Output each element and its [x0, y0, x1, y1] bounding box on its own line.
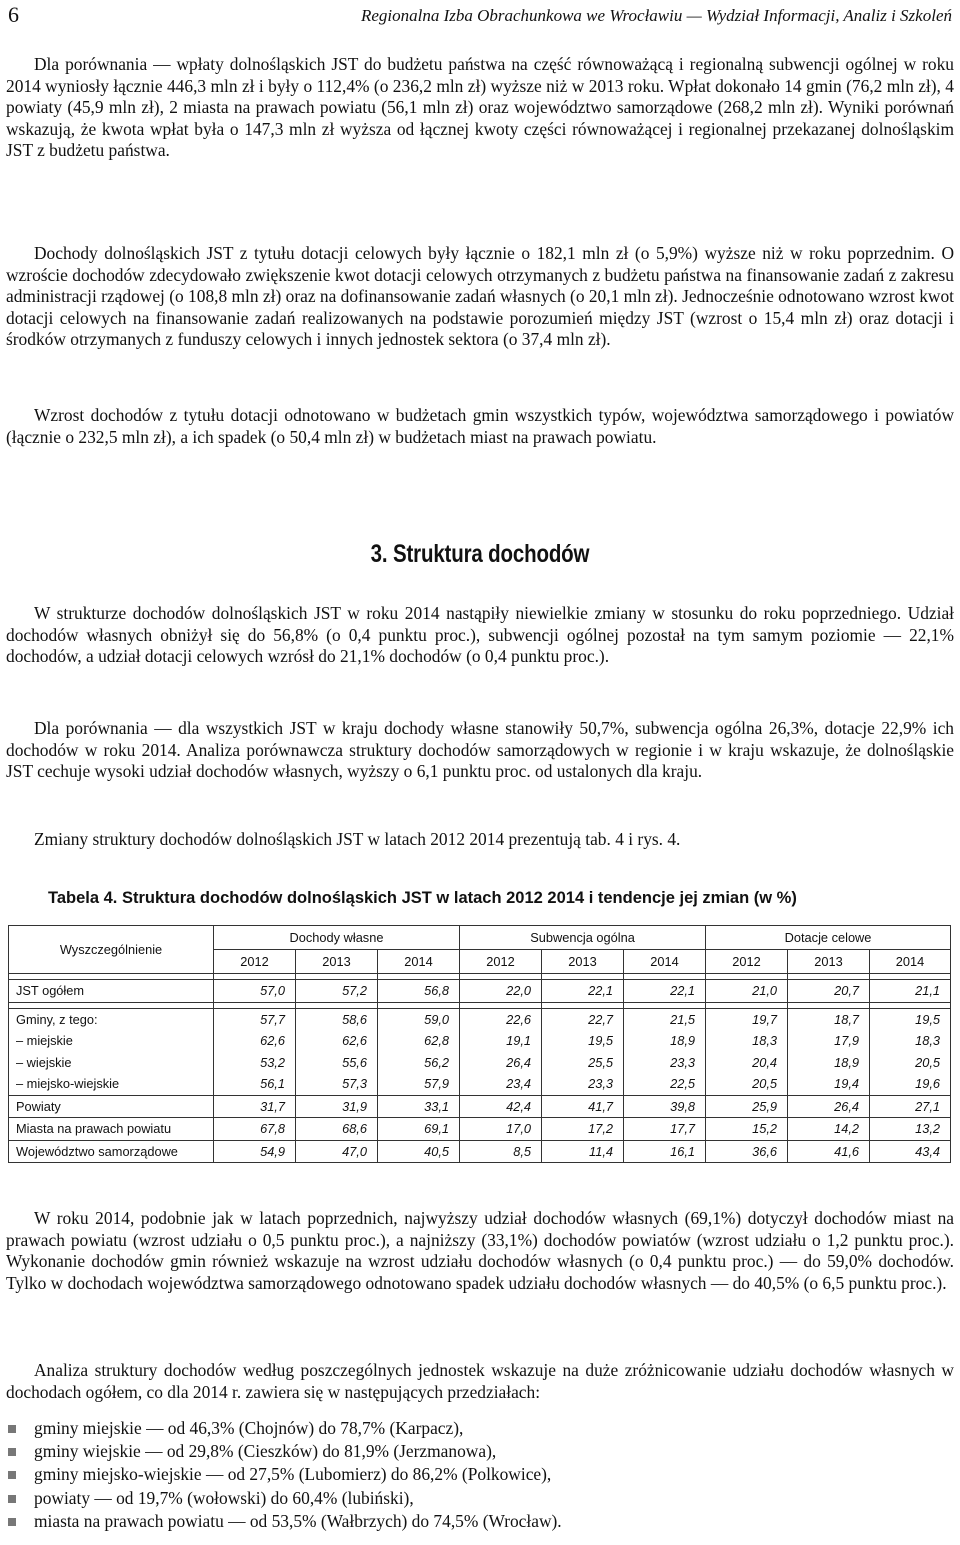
year-header: 2014 [870, 950, 951, 974]
table-cell: 67,8 [214, 1118, 296, 1141]
row-label: Powiaty [9, 1095, 214, 1118]
table-cell: 54,9 [214, 1140, 296, 1163]
table-cell: 22,5 [624, 1073, 706, 1095]
year-header: 2014 [378, 950, 460, 974]
table-cell: 19,1 [460, 1030, 542, 1052]
table-cell: 11,4 [542, 1140, 624, 1163]
table-cell: 18,9 [788, 1052, 870, 1074]
bullet-square-icon [8, 1448, 16, 1456]
table-cell: 27,1 [870, 1095, 951, 1118]
table-cell: 41,6 [788, 1140, 870, 1163]
row-label: JST ogółem [9, 980, 214, 1003]
table-cell: 22,6 [460, 1008, 542, 1030]
paragraph: Wzrost dochodów z tytułu dotacji odnotowano w budżetach gmin wszystkich typów, województwa samorządowego i powiatów (łącznie o 232,5 mln zł), a ich spadek (o 50,4 mln zł) w budżetach miast na prawach powiatu. [6, 405, 954, 447]
paragraph: Analiza struktury dochodów według poszczególnych jednostek wskazuje na duże zróżnicowanie udziału dochodów własnych w dochodach ogółem, co dla 2014 r. zawiera się w następujących przedziałach: [6, 1360, 954, 1402]
table-row [9, 1118, 951, 1141]
table-cell: 57,3 [296, 1073, 378, 1095]
table-cell: 18,9 [624, 1030, 706, 1052]
table-cell: 20,5 [870, 1052, 951, 1074]
table-cell: 33,1 [378, 1095, 460, 1118]
table-cell: 23,4 [460, 1073, 542, 1095]
list-item: gminy miejskie — od 46,3% (Chojnów) do 78,7% (Karpacz), [6, 1417, 954, 1440]
table-cell: 47,0 [296, 1140, 378, 1163]
table-cell: 57,2 [296, 980, 378, 1003]
table-cell: 25,9 [706, 1095, 788, 1118]
row-header-cell: Wyszczególnienie [9, 926, 214, 974]
list-item: powiaty — od 19,7% (wołowski) do 60,4% (lubiński), [6, 1487, 954, 1510]
table-cell: 57,7 [214, 1008, 296, 1030]
row-label: Gminy, z tego: [9, 1008, 214, 1030]
table-cell: 31,9 [296, 1095, 378, 1118]
row-label: – miejskie [9, 1030, 214, 1052]
table-cell: 21,0 [706, 980, 788, 1003]
paragraph: Dla porównania — dla wszystkich JST w kraju dochody własne stanowiły 50,7%, subwencja ogólna 26,3%, dotacje 22,9% ich dochodów w roku 2014. Analiza porównawcza struktury dochodów samorządowych w regionie i w kraju wskazuje, że dolnośląskie JST cechuje wysoki udział dochodów własnych, wyższy o 6,1 punktu proc. od ustalonych dla kraju. [6, 718, 954, 782]
group-header: Subwencja ogólna [460, 926, 706, 950]
table-cell: 53,2 [214, 1052, 296, 1074]
table-cell: 18,7 [788, 1008, 870, 1030]
table-cell: 22,7 [542, 1008, 624, 1030]
table-cell: 13,2 [870, 1118, 951, 1141]
table-cell: 25,5 [542, 1052, 624, 1074]
table-row [9, 1052, 951, 1074]
table-cell: 41,7 [542, 1095, 624, 1118]
table-cell: 19,5 [542, 1030, 624, 1052]
table-cell: 23,3 [624, 1052, 706, 1074]
year-header: 2012 [706, 950, 788, 974]
table-cell: 57,0 [214, 980, 296, 1003]
year-header: 2014 [624, 950, 706, 974]
paragraph: W roku 2014, podobnie jak w latach poprzednich, najwyższy udział dochodów własnych (69,1%) dotyczył dochodów miast na prawach powiatu (wzrost udziału o 0,5 punktu proc.), a najniższy (33,1%) dochodów powiatów (wzrost udziału o 1,2 punktu proc.). Wykonanie dochodów gmin również wskazuje na wzrost udziału dochodów własnych (o 0,4 punktu proc.) — do 59,0% dochodów. Tylko w dochodach województwa samorządowego odnotowano spadek udziału dochodów własnych — do 40,5% (o 6,5 punktu proc.). [6, 1208, 954, 1293]
table-cell: 42,4 [460, 1095, 542, 1118]
table-cell: 14,2 [788, 1118, 870, 1141]
table-cell: 39,8 [624, 1095, 706, 1118]
row-label: Miasta na prawach powiatu [9, 1118, 214, 1141]
table-cell: 17,2 [542, 1118, 624, 1141]
paragraph: Zmiany struktury dochodów dolnośląskich JST w latach 2012 2014 prezentują tab. 4 i rys. 4. [34, 829, 681, 849]
table-cell: 56,8 [378, 980, 460, 1003]
section-heading: 3. Struktura dochodów [370, 540, 590, 568]
table-cell: 56,2 [378, 1052, 460, 1074]
row-label: – miejsko-wiejskie [9, 1073, 214, 1095]
year-header: 2013 [788, 950, 870, 974]
income-structure-table [8, 925, 951, 1163]
table-cell: 58,6 [296, 1008, 378, 1030]
bullet-square-icon [8, 1495, 16, 1503]
table-cell: 26,4 [460, 1052, 542, 1074]
table-cell: 55,6 [296, 1052, 378, 1074]
paragraph: Dla porównania — wpłaty dolnośląskich JST do budżetu państwa na część równoważącą i regionalną subwencji ogólnej w roku 2014 wyniosły łącznie 446,3 mln zł i były o 112,4% (o 236,2 mln zł) wyższe niż w 2013 roku. Wpłat dokonało 14 gmin (76,2 mln zł), 4 powiaty (45,9 mln zł), 2 miasta na prawach powiatu (56,1 mln zł) oraz województwo samorządowe (268,2 mln zł). Wyniki porównań wskazują, że kwota wpłat była o 147,3 mln zł wyższa od łącznej kwoty części równoważącej i regionalnej przekazanej dolnośląskim JST z budżetu państwa. [6, 54, 954, 161]
year-header: 2012 [214, 950, 296, 974]
table-cell: 15,2 [706, 1118, 788, 1141]
table-cell: 17,9 [788, 1030, 870, 1052]
group-header: Dochody własne [214, 926, 460, 950]
table-cell: 22,0 [460, 980, 542, 1003]
year-header: 2013 [542, 950, 624, 974]
table-cell: 17,0 [460, 1118, 542, 1141]
table-cell: 62,8 [378, 1030, 460, 1052]
table-cell: 19,6 [870, 1073, 951, 1095]
table-cell: 57,9 [378, 1073, 460, 1095]
table-cell: 23,3 [542, 1073, 624, 1095]
table-cell: 59,0 [378, 1008, 460, 1030]
table-cell: 22,1 [542, 980, 624, 1003]
list-item: gminy wiejskie — od 29,8% (Cieszków) do 81,9% (Jerzmanowa), [6, 1440, 954, 1463]
table-cell: 62,6 [214, 1030, 296, 1052]
bullet-square-icon [8, 1518, 16, 1526]
row-label: – wiejskie [9, 1052, 214, 1074]
year-header: 2012 [460, 950, 542, 974]
bullet-square-icon [8, 1425, 16, 1433]
list-item: miasta na prawach powiatu — od 53,5% (Wałbrzych) do 74,5% (Wrocław). [6, 1510, 954, 1533]
table-cell: 21,1 [870, 980, 951, 1003]
table-cell: 20,4 [706, 1052, 788, 1074]
list-item: gminy miejsko-wiejskie — od 27,5% (Lubomierz) do 86,2% (Polkowice), [6, 1463, 954, 1486]
table-cell: 19,5 [870, 1008, 951, 1030]
paragraph: W strukturze dochodów dolnośląskich JST w roku 2014 nastąpiły niewielkie zmiany w stosunku do roku poprzedniego. Udział dochodów własnych obniżył się do 56,8% (o 0,4 punktu proc.), subwencji ogólnej pozostał na tym samym poziomie — 22,1% dochodów, a udział dotacji celowych wzrósł do 21,1% dochodów (o 0,4 punktu proc.). [6, 603, 954, 667]
page-header [8, 0, 952, 36]
year-header: 2013 [296, 950, 378, 974]
table-cell: 8,5 [460, 1140, 542, 1163]
table-row [9, 1073, 951, 1095]
table-row [9, 980, 951, 1003]
table-cell: 31,7 [214, 1095, 296, 1118]
table-cell: 56,1 [214, 1073, 296, 1095]
table-cell: 69,1 [378, 1118, 460, 1141]
table-caption: Tabela 4. Struktura dochodów dolnośląskich JST w latach 2012 2014 i tendencje jej zmian (w %) [48, 889, 797, 907]
table-cell: 43,4 [870, 1140, 951, 1163]
table-cell: 16,1 [624, 1140, 706, 1163]
table-cell: 18,3 [870, 1030, 951, 1052]
table-cell: 68,6 [296, 1118, 378, 1141]
group-header: Dotacje celowe [706, 926, 951, 950]
table-cell: 20,5 [706, 1073, 788, 1095]
row-label: Województwo samorządowe [9, 1140, 214, 1163]
table-row [9, 1140, 951, 1163]
table-cell: 19,7 [706, 1008, 788, 1030]
ranges-list [6, 1417, 954, 1533]
table-row [9, 1030, 951, 1052]
bullet-square-icon [8, 1471, 16, 1479]
table-cell: 20,7 [788, 980, 870, 1003]
table-cell: 62,6 [296, 1030, 378, 1052]
table-cell: 19,4 [788, 1073, 870, 1095]
table-cell: 18,3 [706, 1030, 788, 1052]
table-row [9, 1008, 951, 1030]
running-title: Regionalna Izba Obrachunkowa we Wrocławiu — Wydział Informacji, Analiz i Szkoleń [360, 6, 952, 25]
page-number: 6 [8, 2, 19, 27]
table-cell: 17,7 [624, 1118, 706, 1141]
table-cell: 26,4 [788, 1095, 870, 1118]
table-cell: 22,1 [624, 980, 706, 1003]
table-cell: 21,5 [624, 1008, 706, 1030]
table-cell: 36,6 [706, 1140, 788, 1163]
table-row [9, 1095, 951, 1118]
paragraph: Dochody dolnośląskich JST z tytułu dotacji celowych były łącznie o 182,1 mln zł (o 5,9%) wyższe niż w roku poprzednim. O wzroście dochodów zdecydowało zwiększenie kwot dotacji celowych otrzymanych z budżetu państwa na finansowanie zadań z zakresu administracji rządowej (o 108,8 mln zł) oraz na dofinansowanie zadań własnych (o 20,1 mln zł). Jednocześnie odnotowano wzrost kwot dotacji celowych na finansowanie zadań realizowanych na podstawie porozumień między JST (wzrost o 15,4 mln zł) oraz dotacji i środków otrzymanych z funduszy celowych i innych jednostek sektora (o 37,4 mln zł). [6, 243, 954, 350]
table-cell: 40,5 [378, 1140, 460, 1163]
